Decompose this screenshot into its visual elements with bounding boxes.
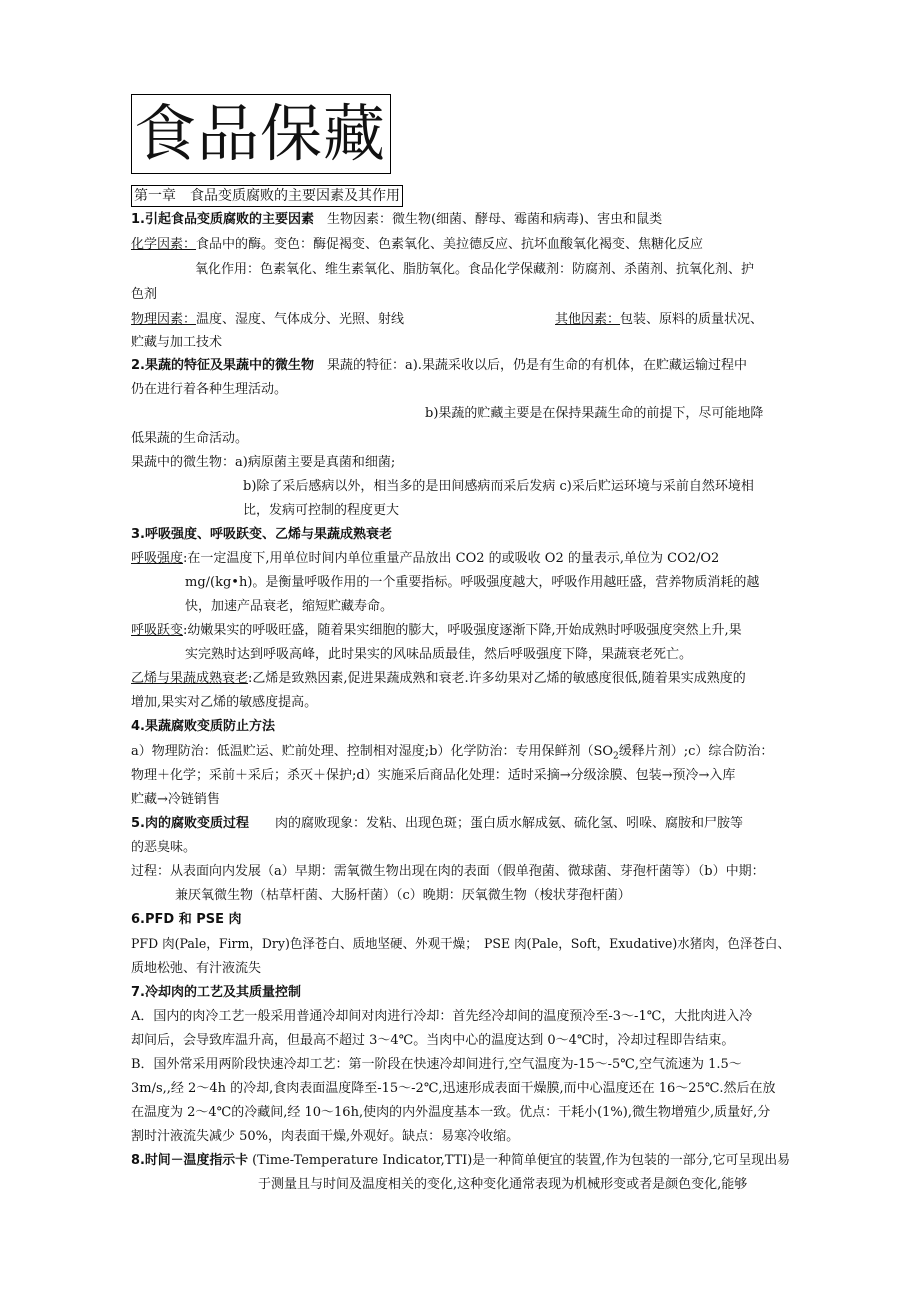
text-segment: 温度、湿度、气体成分、光照、射线 [196,312,405,327]
text-segment: 3m/s,,经 2～4h 的冷却,食肉表面温度降至-15～-2℃,迅速形成表面干燥膜,而中心温度还在 16～25℃.然后在放 [131,1081,776,1096]
text-segment: :在一定温度下,用单位时间内单位重量产品放出 CO2 的或吸收 O2 的量表示,单位为 CO2/O2 [183,551,720,566]
term-label: 化学因素： [131,237,197,252]
text-line [131,839,196,857]
section-heading: 4.果蔬腐败变质防止方法 [131,719,275,734]
chapter-heading: 第一章 食品变质腐败的主要因素及其作用 [131,185,403,207]
text-segment: A．国内的肉冷工艺一般采用普通冷却间对肉进行冷却：首先经冷却间的温度预冷至-3～-1℃，大批肉进入冷 [131,1009,753,1024]
text-line [131,1032,734,1050]
text-segment: 氧化作用：色素氧化、维生素氧化、脂肪氧化。食品化学保藏剂：防腐剂、杀菌剂、抗氧化剂、护 [195,262,755,277]
text-segment: b)果蔬的贮藏主要是在保持果蔬生命的前提下，尽可能地降 [425,406,764,421]
text-segment: 却间后，会导致库温升高，但最高不超过 3～4℃。当肉中心的温度达到 0～4℃时，冷却过程即告结束。 [131,1033,735,1048]
text-segment: b)除了采后感病以外，相当多的是田间感病而采后发病 c)采后贮运环境与采前自然环境相 [243,479,754,494]
text-line [131,357,747,375]
text-line [131,960,261,978]
text-segment: 仍在进行着各种生理活动。 [131,382,288,397]
text-segment: 的恶臭味。 [131,840,197,855]
text-line [131,718,275,736]
term-label: 呼吸跃变 [131,623,184,638]
text-segment: 快，加速产品衰老，缩短贮藏寿命。 [185,599,394,614]
text-line [131,550,719,568]
text-line [131,381,287,399]
text-segment: 比，发病可控制的程度更大 [243,503,400,518]
text-line [185,598,393,616]
text-segment: B．国外常采用两阶段快速冷却工艺：第一阶段在快速冷却间进行,空气温度为-15～-5℃,空气流速为 1.5～ [131,1057,742,1072]
text-line [131,670,746,688]
text-segment: 色剂 [131,287,158,302]
text-segment: 包装、原料的质量状况、 [620,312,764,327]
text-segment: 于测量且与时间及温度相关的变化,这种变化通常表现为机械形变或者是颜色变化,能够 [258,1177,748,1192]
text-line [131,911,242,929]
text-line [243,478,754,496]
text-segment: 缓释片剂）;c）综合防治： [618,744,774,759]
section-heading: 3.呼吸强度、呼吸跃变、乙烯与果蔬成熟衰老 [131,527,392,542]
text-line [131,936,790,954]
document-title: 食品保藏 [131,94,391,174]
section-heading: 6.PFD 和 PSE 肉 [131,912,242,927]
text-segment: 兼厌氧微生物（枯草杆菌、大肠杆菌）（c）晚期：厌氧微生物（梭状芽孢杆菌） [175,888,631,903]
text-line [131,622,742,640]
text-line [131,743,773,766]
text-segment: 贮藏与加工技术 [131,335,223,350]
text-segment: PFD 肉(Pale，Firm，Dry)色泽苍白、质地坚硬、外观干燥； PSE 肉(Pale，Soft，Exudative)水猪肉，色泽苍白、 [131,937,790,952]
text-segment: 物理＋化学；采前＋采后；杀灭＋保护;d）实施采后商品化处理：适时采摘→分级涂膜、包装→预冷→入库 [131,768,736,783]
text-line [131,791,220,809]
text-segment: 增加,果实对乙烯的敏感度提高。 [131,695,318,710]
text-segment: 低果蔬的生命活动。 [131,431,249,446]
text-line [243,502,399,520]
section-heading: 5.肉的腐败变质过程 [131,816,249,831]
text-line [131,334,222,352]
text-segment: (Time-Temperature Indicator,TTI)是一种简单便宜的装置,作为包装的一部分,它可呈现出易 [248,1153,790,1168]
text-line [131,1008,752,1026]
text-line [131,430,248,448]
text-line [131,211,662,229]
text-line [175,887,631,905]
text-line [185,646,692,664]
text-line [258,1176,747,1194]
text-line [195,261,754,279]
text-line [131,311,404,329]
text-line [131,694,317,712]
text-segment: 过程：从表面向内发展（a）早期：需氧微生物出现在肉的表面（假单孢菌、微球菌、芽孢杆菌等）（b）中期： [131,864,765,879]
text-line [131,984,301,1002]
text-segment: 果蔬中的微生物：a)病原菌主要是真菌和细菌; [131,455,396,470]
section-heading: 1.引起食品变质腐败的主要因素 [131,212,314,227]
text-segment: 食品中的酶。变色：酶促褐变、色素氧化、美拉德反应、抗坏血酸氧化褐变、焦糖化反应 [196,237,704,252]
text-segment: 2 [613,751,619,762]
text-segment: :幼嫩果实的呼吸旺盛，随着果实细胞的膨大，呼吸强度逐渐下降,开始成熟时呼吸强度突然上升,果 [183,623,742,638]
text-line [185,574,759,592]
text-line [131,1128,519,1146]
text-segment: 割时汁液流失减少 50%，肉表面干燥,外观好。缺点：易寒冷收缩。 [131,1129,520,1144]
text-line [131,767,735,785]
section-heading: 2.果蔬的特征及果蔬中的微生物 [131,358,314,373]
text-segment: 质地松弛、有汁液流失 [131,961,262,976]
text-line [131,815,743,833]
term-label: 其他因素： [555,312,621,327]
text-segment: 生物因素：微生物(细菌、酵母、霉菌和病毒)、害虫和鼠类 [313,212,663,227]
text-segment: 在温度为 2～4℃的冷藏间,经 10～16h,使肉的内外温度基本一致。优点：干耗小(1%),微生物增殖少,质量好,分 [131,1105,771,1120]
text-line [131,526,392,544]
text-segment: 果蔬的特征：a).果蔬采收以后，仍是有生命的有机体，在贮藏运输过程中 [313,358,747,373]
text-line [131,236,703,254]
text-line [555,311,763,329]
term-label: 呼吸强度 [131,551,184,566]
text-segment: mg/(kg•h)。是衡量呼吸作用的一个重要指标。呼吸强度越大，呼吸作用越旺盛，营养物质消耗的越 [185,575,760,590]
text-line [131,1104,770,1122]
text-line [131,1056,742,1074]
text-line [131,1152,790,1170]
section-heading: 7.冷却肉的工艺及其质量控制 [131,985,301,1000]
text-line [131,1080,776,1098]
text-segment: 肉的腐败现象：发粘、出现色斑；蛋白质水解成氨、硫化氢、吲哚、腐胺和尸胺等 [248,816,743,831]
text-segment: a）物理防治：低温贮运、贮前处理、控制相对湿度;b）化学防治：专用保鲜剂（SO [131,744,614,759]
text-line [131,286,157,304]
text-line [131,863,765,881]
text-line [425,405,763,423]
text-line [131,454,395,472]
text-segment: :乙烯是致熟因素,促进果蔬成熟和衰老.许多幼果对乙烯的敏感度很低,随着果实成熟度的 [248,671,746,686]
text-segment: 贮藏→冷链销售 [131,792,220,807]
section-heading: 8.时间－温度指示卡 [131,1153,249,1168]
term-label: 乙烯与果蔬成熟衰老 [131,671,249,686]
term-label: 物理因素： [131,312,197,327]
text-segment: 实完熟时达到呼吸高峰，此时果实的风味品质最佳，然后呼吸强度下降，果蔬衰老死亡。 [185,647,693,662]
